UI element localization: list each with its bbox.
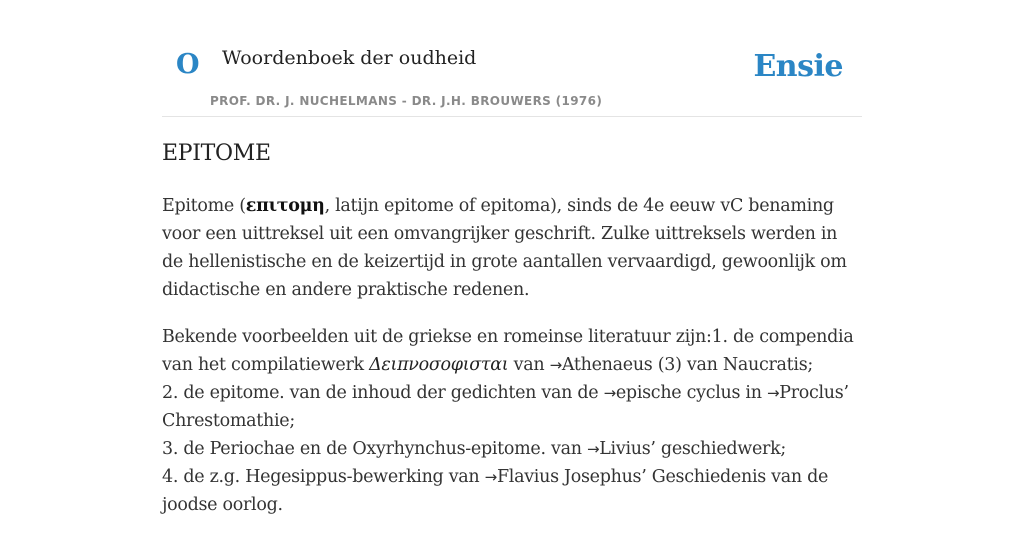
paragraph-definition — [162, 192, 862, 304]
greek-term: επιτομη — [245, 196, 325, 216]
link-epische-cyclus[interactable] — [604, 383, 741, 403]
page — [162, 0, 862, 515]
text: ’ Geschiedenis van de joodse oorlog. — [162, 467, 829, 515]
book-title[interactable]: Woordenboek der oudheid — [222, 47, 477, 69]
arrow-right-icon: → — [549, 356, 562, 374]
link-proclus[interactable] — [767, 383, 844, 403]
text: Bekende voorbeelden uit de griekse en romeinse literatuur zijn:1. de compendia van het compilatiewerk — [162, 327, 854, 375]
link-label: epische cyclus — [615, 383, 741, 403]
text: ’ Chrestomathie; — [162, 383, 849, 431]
link-label: Athenaeus — [561, 355, 653, 375]
link-livius[interactable] — [587, 439, 650, 459]
text: (3) van Naucratis; — [652, 355, 813, 375]
arrow-right-icon: → — [766, 384, 780, 402]
ensie-logo[interactable]: Ensie — [753, 49, 843, 84]
book-authors: PROF. DR. J. NUCHELMANS - DR. J.H. BROUWERS (1976) — [210, 94, 603, 108]
text: van — [508, 355, 550, 375]
link-label: Livius — [599, 439, 651, 459]
link-flavius-josephus[interactable] — [485, 467, 642, 487]
paragraph-examples — [162, 323, 862, 519]
text: 2. de epitome. van de inhoud der gedichten van de — [162, 383, 604, 403]
text: Epitome ( — [162, 196, 246, 216]
text: in — [740, 383, 767, 403]
entry-body — [162, 192, 862, 538]
text: 4. de z.g. Hegesippus-bewerking van — [162, 467, 485, 487]
link-athenaeus[interactable] — [550, 355, 653, 375]
arrow-right-icon: → — [484, 468, 497, 486]
book-logo-letter[interactable]: O — [176, 49, 200, 80]
header — [162, 0, 862, 117]
text: 3. de Periochae en de Oxyrhynchus-epitome. van — [162, 439, 587, 459]
arrow-right-icon: → — [586, 440, 600, 458]
text: , latijn epitome of epitoma), sinds de 4e eeuw vC benaming voor een uittreksel uit een omvangrijker geschrift. Zulke uittreksels werden in de hellenistische en de keizertijd in grote aantallen vervaardigd, gewoonlijk om didactische en andere praktische redenen. — [162, 196, 847, 300]
entry-title: EPITOME — [162, 141, 271, 166]
text: ’ geschiedwerk; — [650, 439, 786, 459]
arrow-right-icon: → — [603, 384, 616, 402]
link-label: Proclus — [779, 383, 844, 403]
greek-title: Δειπνοσοφισται — [369, 355, 509, 375]
link-label: Flavius Josephus — [496, 467, 642, 487]
